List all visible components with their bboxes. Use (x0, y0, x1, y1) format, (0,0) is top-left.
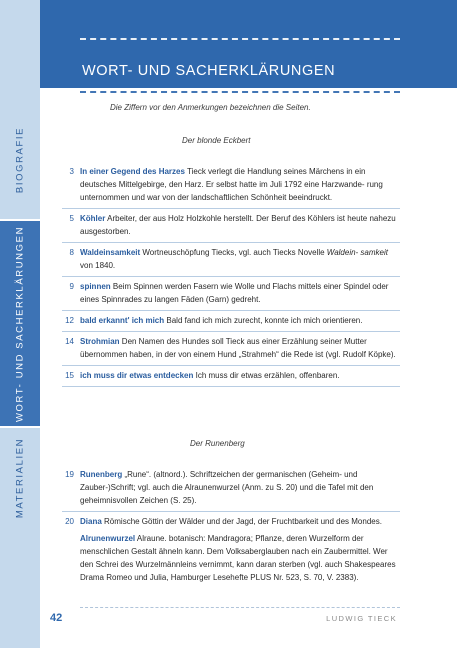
page-ref: 5 (69, 214, 74, 223)
entry-keyword: ich muss dir etwas entdecken (80, 371, 194, 380)
header-dashed-rule (80, 38, 400, 40)
page-number: 42 (50, 612, 63, 624)
page-ref: 9 (69, 282, 74, 291)
section-heading-runenberg: Der Runenberg (190, 439, 245, 448)
running-head: LUDWIG TIECK (326, 614, 397, 623)
entry-text: Ich muss dir etwas erzählen, offenbaren. (193, 371, 340, 380)
entry-keyword: spinnen (80, 282, 111, 291)
glossary-entry (62, 243, 400, 277)
entry-text: Römische Göttin der Wälder und der Jagd, der Fruchtbarkeit und des Mondes. (101, 517, 382, 526)
entry-keyword: Diana (80, 517, 102, 526)
entry-text: „Rune“. (altnord.). Schriftzeichen der germanischen (Geheim- und Zauber-)Schrift; vgl. auch die Alraunenwurzel (Anm. zu S. 20) und die Tafel mit den geheimnisvollen Zeichen (S. 25). (80, 470, 374, 505)
footer-dashed-rule (80, 607, 400, 608)
glossary-entry (62, 311, 400, 332)
glossary-entry (62, 277, 400, 311)
entry-text: Arbeiter, der aus Holz Holzkohle herstellt. Der Beruf des Köhlers ist heute nahezu ausgestorben. (80, 214, 396, 236)
title-dashed-rule (80, 91, 400, 93)
glossary-entry (62, 332, 400, 366)
entry-text: Den Namen des Hundes soll Tieck aus einer Erzählung seiner Mutter übernommen haben, in der von einem Hund „Strahmeh“ die Rede ist (vgl. Rudolf Köpke). (80, 337, 396, 359)
entry-keyword: In einer Gegend des Harzes (80, 167, 185, 176)
page-ref: 20 (65, 517, 74, 526)
page-ref: 19 (65, 470, 74, 479)
entry-text: Wortneuschöpfung Tiecks, vgl. auch Tiecks Novelle (140, 248, 327, 257)
page-ref: 14 (65, 337, 74, 346)
intro-note: Die Ziffern vor den Anmerkungen bezeichnen die Seiten. (110, 103, 311, 112)
glossary-entry (62, 512, 400, 588)
entry-text-end: von 1840. (80, 261, 116, 270)
entry-keyword: Waldeinsamkeit (80, 248, 141, 257)
entry-italic: Waldein- samkeit (326, 248, 388, 257)
chapter-sidebar (0, 0, 40, 648)
entry-keyword: Runenberg (80, 470, 123, 479)
tab-biografie-label: BIOGRAFIE (14, 126, 26, 194)
page-ref: 12 (65, 316, 74, 325)
page-ref: 3 (69, 167, 74, 176)
section-heading-eckbert: Der blonde Eckbert (182, 136, 251, 145)
glossary-entry (62, 366, 400, 387)
entry-keyword: Alrunenwurzel (80, 534, 136, 543)
entry-text: Tieck verlegt die Handlung seines Märchens in ein deutsches Mittelgebirge, den Harz. Er selbst hatte im Juli 1792 eine Harzwande- rung unternommen und war von der landschaftlichen Schönheit beeindruckt. (80, 167, 383, 202)
page-ref: 8 (69, 248, 74, 257)
entry-keyword: Strohmian (80, 337, 120, 346)
sub-entry (80, 532, 400, 584)
glossary-entry (62, 162, 400, 209)
entry-text: Beim Spinnen werden Fasern wie Wolle und Flachs mittels einer Spindel oder eines Spinnrades zu langen Fäden (Garn) gedreht. (80, 282, 389, 304)
tab-biografie[interactable] (0, 100, 40, 220)
tab-wort-label: WORT- UND SACHERKLÄRUNGEN (14, 225, 26, 422)
glossary-entry (62, 465, 400, 512)
glossary-list-eckbert (62, 162, 400, 387)
tab-materialien-label: MATERIALIEN (14, 437, 26, 519)
tab-materialien[interactable] (0, 428, 40, 528)
chapter-title: WORT- UND SACHERKLÄRUNGEN (82, 63, 336, 79)
page-ref: 15 (65, 371, 74, 380)
tab-wort-und-sacherklaerungen[interactable] (0, 221, 40, 426)
entry-text: Bald fand ich mich zurecht, konnte ich mich orientieren. (164, 316, 363, 325)
entry-keyword: bald erkannt' ich mich (80, 316, 165, 325)
entry-text: Alraune. botanisch: Mandragora; Pflanze, deren Wurzelform der menschlichen Gestalt ähneln kann. Dem Volksaberglauben nach ein Zaubermittel. Wer den Schrei des Wurzelmännleins vernimmt, kann daran sterben (vgl. auch Shakespeares Drama Romeo und Julia, Hamburger Lesehefte PLUS Nr. 523, S. 70, V. 2383). (80, 534, 396, 582)
entry-keyword: Köhler (80, 214, 106, 223)
glossary-entry (62, 209, 400, 243)
glossary-list-runenberg (62, 465, 400, 588)
